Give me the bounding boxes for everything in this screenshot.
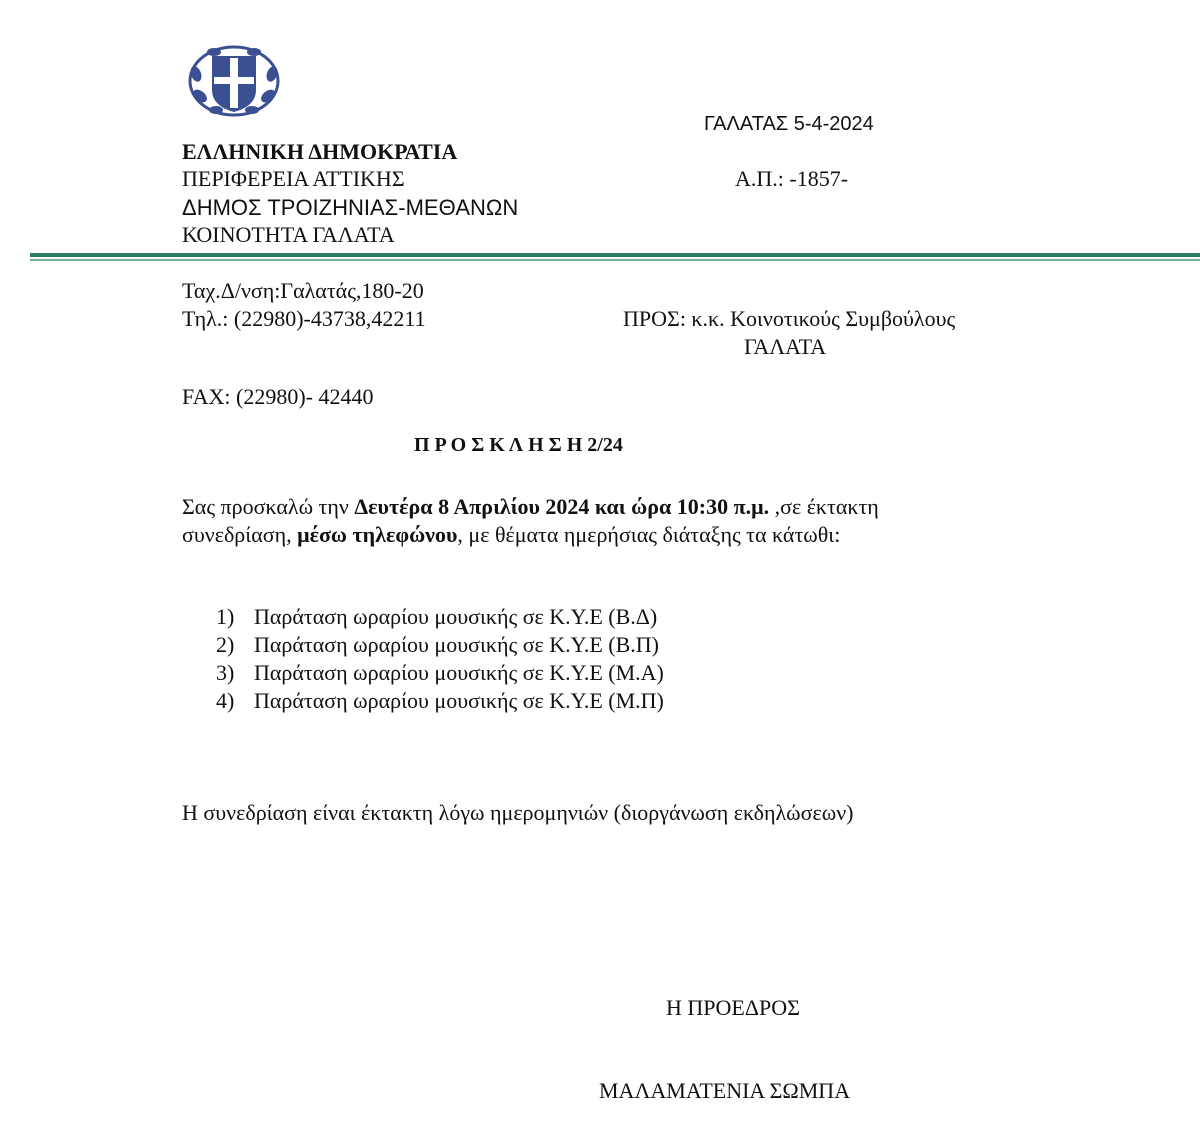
community-name: ΚΟΙΝΟΤΗΤΑ ΓΑΛΑΤΑ <box>182 222 395 247</box>
country-name: ΕΛΛΗΝΙΚΗ ΔΗΜΟΚΡΑΤΙΑ <box>182 139 458 164</box>
header-divider <box>30 253 1200 257</box>
agenda-list <box>216 603 664 715</box>
signatory-name: ΜΑΛΑΜΑΤΕΝΙΑ ΣΩΜΠΑ <box>599 1078 851 1103</box>
municipality-name: ΔΗΜΟΣ ΤΡΟΙΖΗΝΙΑΣ-ΜΕΘΑΝΩΝ <box>182 195 519 220</box>
date-line: ΓΑΛΑΤΑΣ 5-4-2024 <box>704 113 874 135</box>
signatory-role: Η ΠΡΟΕΔΡΟΣ <box>666 995 800 1020</box>
fax-number: FAX: (22980)- 42440 <box>182 384 374 409</box>
recipient-place: ΓΑΛΑΤΑ <box>744 334 827 359</box>
invitation-text: ,σε έκτακτη <box>769 494 879 519</box>
agenda-item-number: 1) <box>216 604 235 629</box>
agenda-item <box>216 659 664 687</box>
phone-number: Τηλ.: (22980)-43738,42211 <box>182 306 426 331</box>
agenda-item <box>216 687 664 715</box>
meeting-datetime: Δευτέρα 8 Απριλίου 2024 και ώρα 10:30 π.μ. <box>354 494 770 519</box>
agenda-item <box>216 603 664 631</box>
invitation-paragraph-line1 <box>182 493 879 521</box>
agenda-item-number: 3) <box>216 660 235 685</box>
postal-address: Ταχ.Δ/νση:Γαλατάς,180-20 <box>182 278 424 303</box>
invitation-text: , με θέματα ημερήσιας διάταξης τα κάτωθι: <box>457 522 841 547</box>
meeting-method: μέσω τηλεφώνου <box>297 522 458 547</box>
invitation-paragraph-line2 <box>182 521 840 549</box>
protocol-number: Α.Π.: -1857- <box>735 166 849 191</box>
agenda-item-text: Παράταση ωραρίου μουσικής σε Κ.Υ.Ε (Μ.Π) <box>254 688 664 713</box>
extraordinary-note: Η συνεδρίαση είναι έκτακτη λόγω ημερομηνιών (διοργάνωση εκδηλώσεων) <box>182 800 854 825</box>
region-name: ΠΕΡΙΦΕΡΕΙΑ ΑΤΤΙΚΗΣ <box>182 166 405 191</box>
greek-coat-of-arms-icon <box>186 44 282 118</box>
agenda-item-text: Παράταση ωραρίου μουσικής σε Κ.Υ.Ε (Μ.Α) <box>254 660 664 685</box>
invitation-title: Π Ρ Ο Σ Κ Λ Η Σ Η 2/24 <box>414 434 623 456</box>
agenda-item-text: Παράταση ωραρίου μουσικής σε Κ.Υ.Ε (Β.Δ) <box>254 604 658 629</box>
agenda-item-number: 2) <box>216 632 235 657</box>
invitation-text: Σας προσκαλώ την <box>182 494 355 519</box>
recipient-line: ΠΡΟΣ: κ.κ. Κοινοτικούς Συμβούλους <box>623 306 956 331</box>
agenda-item <box>216 631 664 659</box>
agenda-item-text: Παράταση ωραρίου μουσικής σε Κ.Υ.Ε (Β.Π) <box>254 632 659 657</box>
invitation-text: συνεδρίαση, <box>182 522 298 547</box>
header-divider-thin <box>30 259 1200 261</box>
agenda-item-number: 4) <box>216 688 235 713</box>
